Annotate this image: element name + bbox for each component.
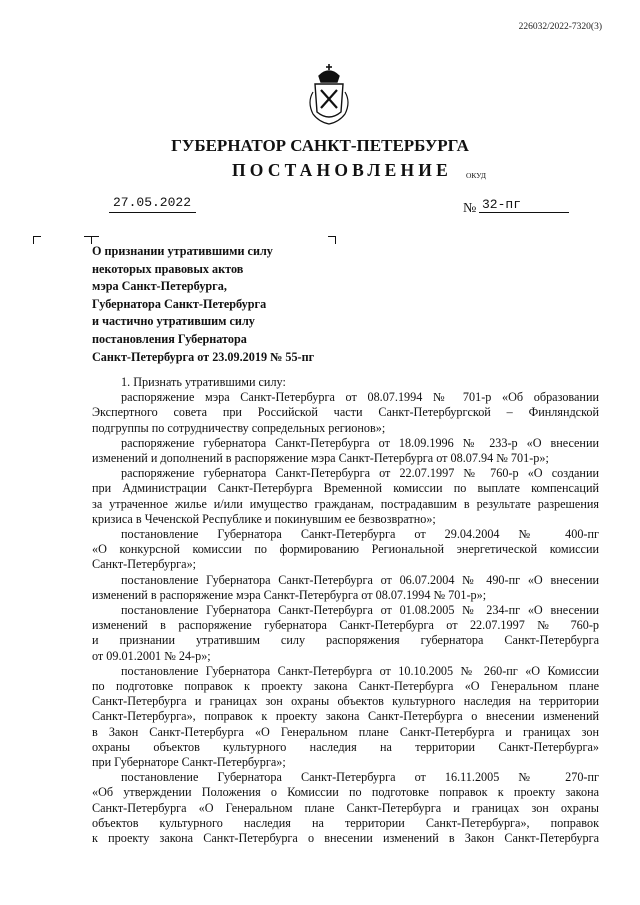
body-text-line: Санкт-Петербурга «О Генеральном плане Санкт-Петербурга и границах зон охраны	[92, 800, 599, 815]
body-text-line: кризиса в Чеченской Республике и покинувшим ее безвозвратно»;	[92, 511, 436, 526]
body-text-line: постановление Губернатора Санкт-Петербурга от 29.04.2004 № 400-пг	[121, 527, 599, 542]
body-text-line: постановление Губернатора Санкт-Петербурга от 16.11.2005 № 270-пг	[121, 770, 599, 785]
title-corner-mark	[328, 236, 336, 244]
body-text-line: по подготовке поправок к проекту закона Санкт-Петербурга «О Генеральном плане	[92, 679, 599, 694]
document-registration-number: 226032/2022-7320(3)	[518, 22, 602, 32]
body-text-line: постановление Губернатора Санкт-Петербурга от 01.08.2005 № 234-пг «О внесении	[121, 603, 599, 618]
document-type: ПОСТАНОВЛЕНИЕ	[232, 160, 452, 180]
number-underline	[479, 212, 569, 213]
coat-of-arms-emblem	[305, 62, 353, 126]
body-text-line: при Губернаторе Санкт-Петербурга»;	[92, 755, 286, 770]
body-text-line: «Об утверждении Положения о Комиссии по подготовке поправок к проекту закона	[92, 785, 599, 800]
body-text-line: распоряжение губернатора Санкт-Петербурга от 18.09.1996 № 233-р «О внесении	[121, 435, 599, 450]
body-text-line: изменений в распоряжение губернатора Санкт-Петербурга от 22.07.1997 № 760-р	[92, 618, 599, 633]
title-line: Губернатора Санкт-Петербурга	[92, 296, 267, 311]
body-text-line: Экспертного совета при Российской части Санкт-Петербургской – Финляндской	[92, 405, 599, 420]
document-number: 32-пг	[482, 197, 522, 212]
body-text-line: от 09.01.2001 № 24-р»;	[92, 648, 211, 663]
document-date: 27.05.2022	[113, 195, 192, 210]
issuing-authority: ГУБЕРНАТОР САНКТ-ПЕТЕРБУРГА	[171, 136, 469, 155]
title-line: мэра Санкт-Петербурга,	[92, 279, 227, 294]
body-text-line: распоряжение губернатора Санкт-Петербурга от 22.07.1997 № 760-р «О создании	[121, 466, 599, 481]
document-body	[92, 375, 599, 846]
body-text-line: изменений и дополнений в распоряжение мэра Санкт-Петербурга от 08.07.94 № 701-р»;	[92, 451, 549, 466]
body-text-line: «О конкурсной комиссии по формированию Региональной энергетической комиссии	[92, 542, 599, 557]
body-text-line: Санкт-Петербурга»;	[92, 557, 197, 572]
body-text-line: Санкт-Петербурга и границах зон охраны объектов культурного наследия на территории	[92, 694, 599, 709]
margin-corner-mark	[33, 236, 41, 244]
title-line: О признании утратившими силу	[92, 244, 273, 258]
body-text-line: объектов культурного наследия на территории Санкт-Петербурга», поправок	[92, 815, 599, 830]
number-sign: №	[463, 201, 477, 216]
body-text-line: постановление Губернатора Санкт-Петербурга от 10.10.2005 № 260-пг «О Комиссии	[121, 663, 599, 678]
body-text-line: охраны объектов культурного наследия на территории Санкт-Петербурга»	[92, 739, 599, 754]
body-text-line: Санкт-Петербурга», поправок к проекту закона Санкт-Петербурга о внесении изменений	[92, 709, 599, 724]
date-underline	[109, 212, 196, 213]
body-text-line: изменений в распоряжение мэра Санкт-Петербурга от 08.07.1994 № 701-р»;	[92, 587, 487, 602]
title-line: некоторых правовых актов	[92, 261, 244, 276]
title-line: Санкт-Петербурга от 23.09.2019 № 55-пг	[92, 349, 315, 364]
body-text-line: к проекту закона Санкт-Петербурга о внесении изменений в Закон Санкт-Петербурга	[92, 831, 599, 846]
okud-label: ОКУД	[466, 171, 486, 180]
body-text-line: 1. Признать утратившими силу:	[121, 375, 286, 389]
body-text-line: распоряжение мэра Санкт-Петербурга от 08.07.1994 № 701-р «Об образовании	[121, 390, 599, 405]
body-text-line: при Администрации Санкт-Петербурга Временной комиссии по выплате компенсаций	[92, 481, 599, 496]
body-text-line: в Закон Санкт-Петербурга «О Генеральном плане Санкт-Петербурга и границах зон	[92, 724, 599, 739]
document-title	[92, 243, 314, 366]
body-text-line: подгруппы по сотрудничеству сопредельных регионов»;	[92, 420, 386, 435]
body-text-line: постановление Губернатора Санкт-Петербурга от 06.07.2004 № 490-пг «О внесении	[121, 572, 599, 587]
body-text-line: за утраченное жилье и/или имущество гражданам, пострадавшим в результате разрешения	[92, 496, 599, 511]
title-line: и частично утратившим силу	[92, 314, 255, 329]
body-text-line: и признании утратившим силу распоряжения губернатора Санкт-Петербурга	[92, 633, 599, 648]
title-line: постановления Губернатора	[92, 331, 247, 346]
